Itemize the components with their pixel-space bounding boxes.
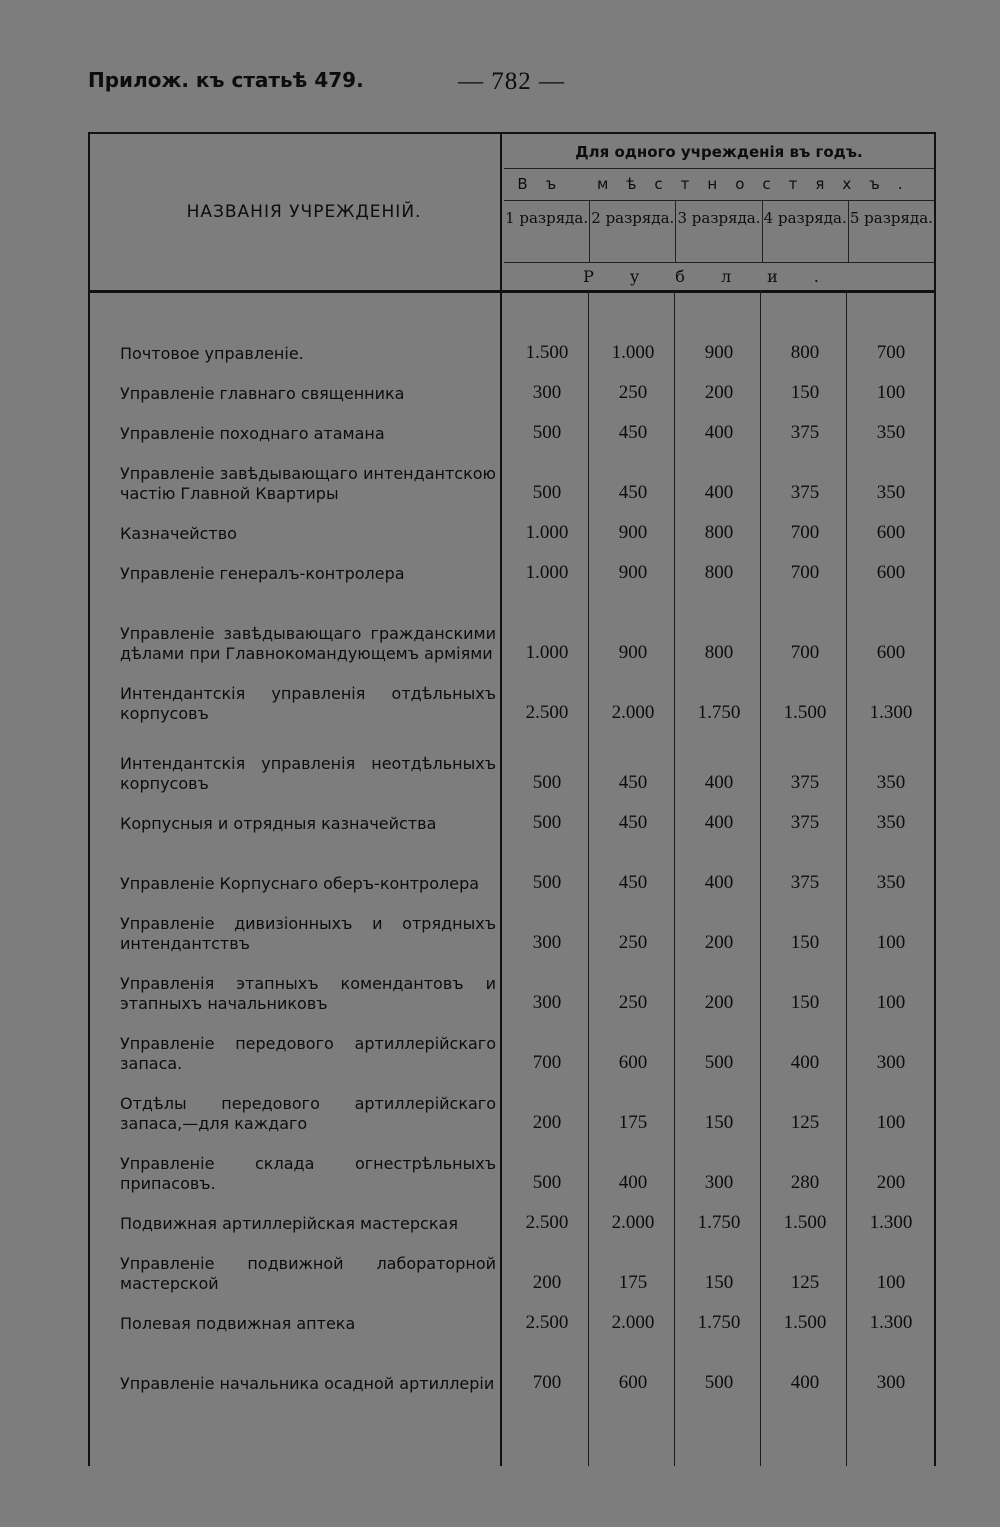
rate-grade-1: 1.000 (525, 642, 569, 663)
institution-name: Полевая подвижная аптека (120, 1314, 356, 1333)
institution-name: Управленіе склада огнестрѣльныхъ припасовъ. (120, 1154, 496, 1193)
rate-grade-2: 600 (618, 1372, 648, 1393)
rate-grade-1: 500 (532, 482, 562, 503)
rate-grade-4: 1.500 (783, 702, 827, 723)
rate-grade-3: 200 (704, 932, 734, 953)
column-title-institutions: НАЗВАНІЯ УЧРЕЖДЕНІЙ. (186, 202, 422, 222)
rate-grade-5: 1.300 (869, 1312, 913, 1333)
rate-grade-3: 400 (704, 772, 734, 793)
rate-grade-1: 1.500 (525, 342, 569, 363)
table-row (90, 834, 934, 894)
rate-grade-1: 700 (532, 1372, 562, 1393)
rate-grade-5: 100 (876, 1272, 906, 1293)
rate-grade-4: 375 (790, 812, 820, 833)
institution-name: Управленіе завѣдывающаго гражданскими дѣлами при Главнокомандующемъ арміями (120, 624, 496, 663)
rate-grade-2: 450 (618, 772, 648, 793)
grade-3-header: 3 разряда. (676, 200, 762, 262)
rate-grade-3: 800 (704, 562, 734, 583)
rate-grade-3: 200 (704, 382, 734, 403)
rate-grade-3: 1.750 (697, 1312, 741, 1333)
institution-name: Управленія этапныхъ комендантовъ и этапныхъ начальниковъ (120, 974, 496, 1013)
rate-grade-5: 350 (876, 872, 906, 893)
institution-name: Управленіе Корпуснаго оберъ-контролера (120, 874, 480, 893)
rate-grade-2: 450 (618, 812, 648, 833)
rate-grade-4: 375 (790, 482, 820, 503)
table-row (90, 1014, 934, 1074)
rate-grade-3: 400 (704, 422, 734, 443)
grade-1-header: 1 разряда. (504, 200, 590, 262)
rate-grade-4: 700 (790, 522, 820, 543)
rate-grade-3: 200 (704, 992, 734, 1013)
rates-header (504, 134, 934, 290)
table-row (90, 364, 934, 404)
rate-grade-5: 1.300 (869, 702, 913, 723)
rate-grade-2: 250 (618, 932, 648, 953)
rate-grade-3: 1.750 (697, 1212, 741, 1233)
rate-grade-4: 280 (790, 1172, 820, 1193)
rate-grade-3: 150 (704, 1272, 734, 1293)
grade-4-header: 4 разряда. (763, 200, 849, 262)
rate-grade-4: 400 (790, 1052, 820, 1073)
table-row (90, 504, 934, 544)
rate-grade-5: 600 (876, 642, 906, 663)
rate-grade-1: 300 (532, 382, 562, 403)
rate-grade-1: 2.500 (525, 1312, 569, 1333)
rate-grade-1: 500 (532, 422, 562, 443)
table-row (90, 664, 934, 724)
table-row (90, 584, 934, 664)
institution-name: Управленіе завѣдывающаго интендантскою частію Главной Квартиры (120, 464, 496, 503)
rate-grade-5: 300 (876, 1372, 906, 1393)
rate-grade-4: 375 (790, 872, 820, 893)
rate-grade-1: 300 (532, 932, 562, 953)
table-row (90, 954, 934, 1014)
rate-grade-1: 500 (532, 812, 562, 833)
table-row (90, 1334, 934, 1394)
rate-grade-5: 100 (876, 992, 906, 1013)
rate-grade-5: 350 (876, 482, 906, 503)
table-row (90, 724, 934, 794)
rate-grade-2: 1.000 (611, 342, 655, 363)
rate-grade-3: 1.750 (697, 702, 741, 723)
header-bottom-rule (90, 290, 934, 293)
rate-grade-2: 900 (618, 522, 648, 543)
rate-grade-3: 400 (704, 482, 734, 503)
institution-name: Управленіе передового артиллерійскаго запаса. (120, 1034, 496, 1073)
rate-grade-3: 150 (704, 1112, 734, 1133)
rate-grade-2: 400 (618, 1172, 648, 1193)
rate-grade-5: 600 (876, 522, 906, 543)
rate-grade-1: 2.500 (525, 702, 569, 723)
institution-name: Почтовое управленіе. (120, 344, 304, 363)
rate-grade-1: 500 (532, 772, 562, 793)
rate-grade-4: 1.500 (783, 1312, 827, 1333)
appendix-reference: Прилож. къ статьѣ 479. (88, 68, 364, 92)
salary-table (88, 132, 936, 1466)
rate-grade-1: 200 (532, 1272, 562, 1293)
rate-grade-1: 300 (532, 992, 562, 1013)
rate-grade-3: 500 (704, 1052, 734, 1073)
institution-name: Отдѣлы передового артиллерійскаго запаса,—для каждаго (120, 1094, 496, 1133)
institution-name: Управленіе генералъ-контролера (120, 564, 405, 583)
rate-grade-4: 400 (790, 1372, 820, 1393)
rate-grade-5: 700 (876, 342, 906, 363)
table-row (90, 1074, 934, 1134)
rate-grade-1: 500 (532, 1172, 562, 1193)
rate-grade-5: 100 (876, 382, 906, 403)
rate-grade-4: 125 (790, 1272, 820, 1293)
rate-grade-2: 250 (618, 992, 648, 1013)
rate-grade-2: 2.000 (611, 702, 655, 723)
table-row (90, 794, 934, 834)
rate-grade-3: 900 (704, 342, 734, 363)
rate-grade-3: 800 (704, 522, 734, 543)
rate-grade-2: 2.000 (611, 1212, 655, 1233)
rate-grade-2: 250 (618, 382, 648, 403)
rate-grade-4: 125 (790, 1112, 820, 1133)
rate-grade-5: 1.300 (869, 1212, 913, 1233)
rate-grade-1: 1.000 (525, 522, 569, 543)
table-row (90, 404, 934, 444)
rate-grade-2: 450 (618, 482, 648, 503)
rate-grade-2: 900 (618, 562, 648, 583)
page-header (88, 62, 928, 102)
rate-grade-1: 200 (532, 1112, 562, 1133)
rate-grade-4: 700 (790, 642, 820, 663)
rate-grade-4: 375 (790, 422, 820, 443)
grade-5-header: 5 разряда. (849, 209, 933, 227)
rate-grade-1: 700 (532, 1052, 562, 1073)
grade-2-header: 2 разряда. (590, 200, 676, 262)
table-row (90, 1234, 934, 1294)
rate-grade-5: 350 (876, 422, 906, 443)
rate-grade-4: 800 (790, 342, 820, 363)
table-row (90, 1134, 934, 1194)
rate-grade-3: 500 (704, 1372, 734, 1393)
rate-grade-5: 100 (876, 1112, 906, 1133)
rate-grade-4: 150 (790, 932, 820, 953)
page-number: — 782 — (458, 68, 565, 95)
grades-row (504, 200, 934, 263)
rate-grade-3: 400 (704, 812, 734, 833)
rate-grade-5: 600 (876, 562, 906, 583)
rate-grade-2: 175 (618, 1272, 648, 1293)
places-title: Въ мѣстностяхъ. (504, 168, 934, 201)
rate-grade-1: 2.500 (525, 1212, 569, 1233)
institution-name: Управленіе подвижной лабораторной мастерской (120, 1254, 496, 1293)
institution-name: Интендантскія управленія неотдѣльныхъ корпусовъ (120, 754, 496, 793)
rate-grade-4: 1.500 (783, 1212, 827, 1233)
table-row (90, 894, 934, 954)
institution-name: Управленіе главнаго священника (120, 384, 405, 403)
rate-grade-2: 450 (618, 422, 648, 443)
institution-name: Управленіе походнаго атамана (120, 424, 385, 443)
table-row (90, 444, 934, 504)
rate-grade-4: 150 (790, 382, 820, 403)
group-title: Для одного учрежденія въ годъ. (504, 136, 934, 169)
rate-grade-2: 450 (618, 872, 648, 893)
institution-name: Интендантскія управленія отдѣльныхъ корпусовъ (120, 684, 496, 723)
institution-name: Управленіе дивизіонныхъ и отрядныхъ интендантствъ (120, 914, 496, 953)
table-row (90, 1194, 934, 1234)
institution-name: Казначейство (120, 524, 237, 543)
rate-grade-4: 700 (790, 562, 820, 583)
table-row (90, 1294, 934, 1334)
rate-grade-5: 350 (876, 772, 906, 793)
table-row (90, 544, 934, 584)
rate-grade-3: 300 (704, 1172, 734, 1193)
table-row (90, 334, 934, 364)
rate-grade-5: 350 (876, 812, 906, 833)
rate-grade-1: 1.000 (525, 562, 569, 583)
rate-grade-3: 800 (704, 642, 734, 663)
rate-grade-2: 900 (618, 642, 648, 663)
unit-label: Рубли. (583, 266, 855, 286)
rate-grade-2: 2.000 (611, 1312, 655, 1333)
rate-grade-5: 100 (876, 932, 906, 953)
rate-grade-5: 200 (876, 1172, 906, 1193)
rate-grade-2: 175 (618, 1112, 648, 1133)
rate-grade-3: 400 (704, 872, 734, 893)
rate-grade-4: 150 (790, 992, 820, 1013)
rate-grade-2: 600 (618, 1052, 648, 1073)
institution-name: Подвижная артиллерійская мастерская (120, 1214, 458, 1233)
institution-name: Управленіе начальника осадной артиллеріи (120, 1374, 495, 1393)
rate-grade-5: 300 (876, 1052, 906, 1073)
table-body (90, 334, 934, 1394)
rate-grade-1: 500 (532, 872, 562, 893)
rate-grade-4: 375 (790, 772, 820, 793)
institution-name: Корпусныя и отрядныя казначейства (120, 814, 437, 833)
